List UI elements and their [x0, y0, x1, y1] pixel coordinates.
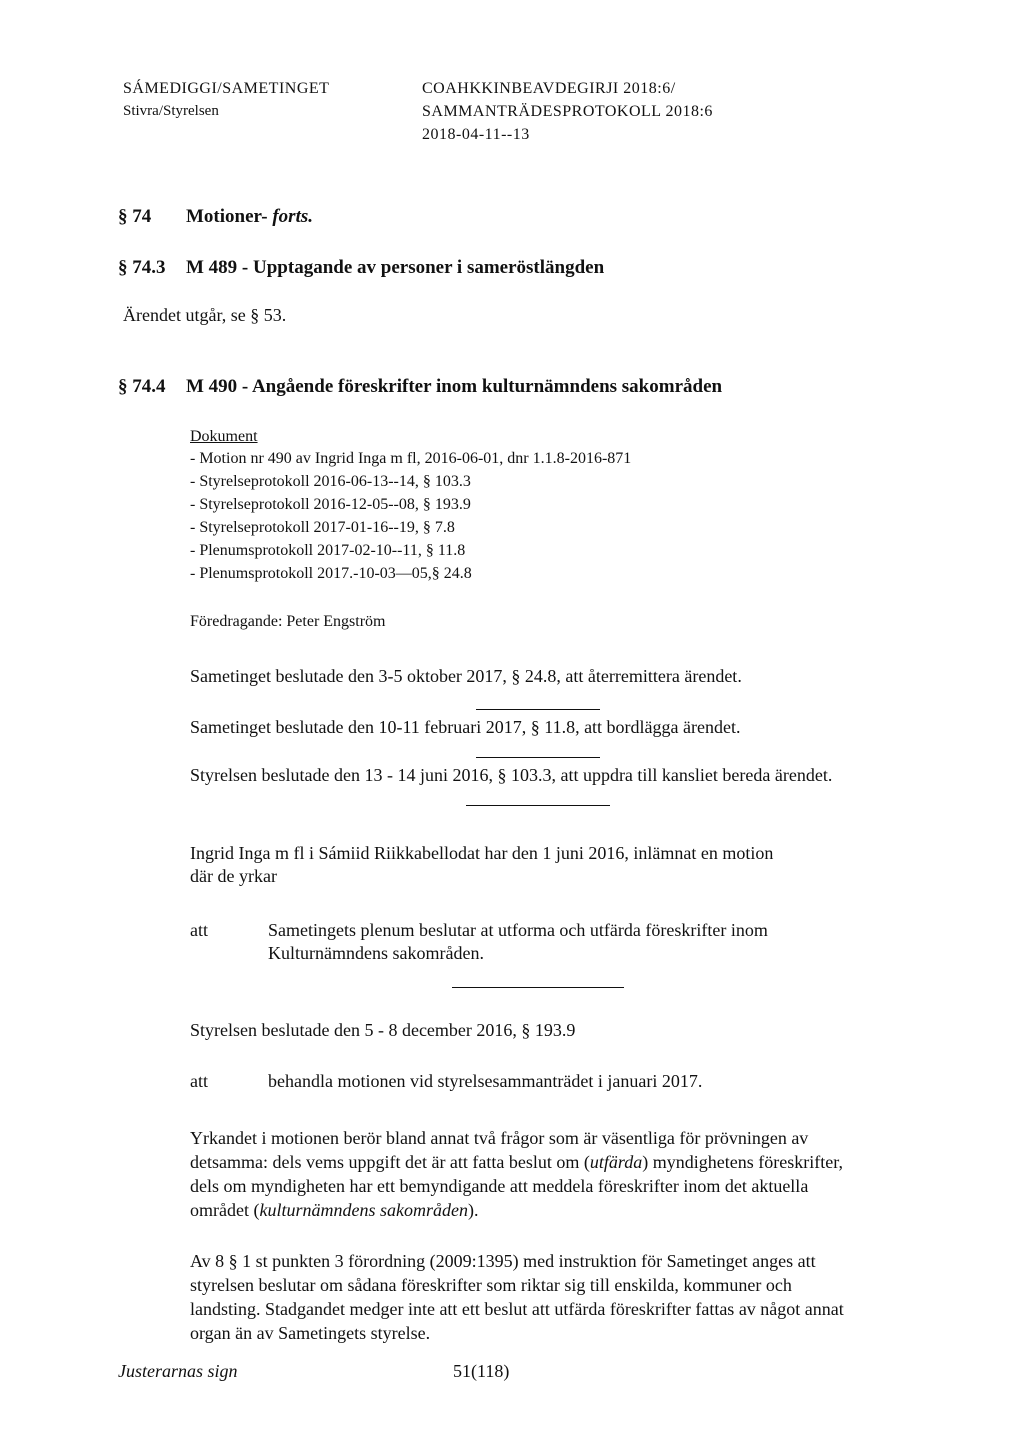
section-74-number: § 74: [118, 206, 152, 227]
paragraph-text: ).: [467, 1200, 479, 1220]
document-item: - Styrelseprotokoll 2016-06-13--14, § 103.3: [190, 473, 471, 490]
section-74-title: [186, 206, 313, 228]
demand-text-line: Kulturnämndens sakområden.: [268, 943, 484, 963]
paragraph-line: [190, 1152, 843, 1173]
att-label: att: [190, 920, 208, 940]
motion-text-line: där de yrkar: [190, 866, 277, 886]
section-74-title-forts: forts.: [272, 206, 314, 227]
divider: [452, 987, 624, 988]
paragraph-line: [190, 1200, 478, 1221]
paragraph-text: området (: [190, 1200, 260, 1220]
board-decision-dec-2016: Styrelsen beslutade den 5 - 8 december 2016, § 193.9: [190, 1020, 576, 1040]
demand-text-line: Sametingets plenum beslutar at utforma och utfärda föreskrifter inom: [268, 920, 768, 940]
section-74-3-title: M 489 - Upptagande av personer i sameröstlängden: [186, 257, 605, 278]
document-item: - Styrelseprotokoll 2017-01-16--19, § 7.8: [190, 519, 455, 536]
document-item: - Plenumsprotokoll 2017.-10-03—05,§ 24.8: [190, 565, 472, 582]
documents-heading: Dokument: [190, 428, 258, 445]
paragraph-text: detsamma: dels vems uppgift det är att fatta beslut om (: [190, 1152, 590, 1172]
motion-text-line: Ingrid Inga m fl i Sámiid Riikkabellodat har den 1 juni 2016, inlämnat en motion: [190, 843, 774, 863]
divider: [466, 805, 610, 806]
document-item: - Styrelseprotokoll 2016-12-05--08, § 193.9: [190, 496, 471, 513]
header-doc-swe: SAMMANTRÄDESPROTOKOLL 2018:6: [422, 103, 713, 120]
att-label: att: [190, 1071, 208, 1091]
section-74-4-title: M 490 - Angående föreskrifter inom kulturnämndens sakområden: [186, 376, 723, 397]
paragraph-italic: utfärda: [589, 1152, 643, 1172]
paragraph-line: organ än av Sametingets styrelse.: [190, 1323, 431, 1343]
section-74-3-note: Ärendet utgår, se § 53.: [123, 305, 287, 325]
section-74-3-number: § 74.3: [118, 257, 166, 278]
document-item: - Plenumsprotokoll 2017-02-10--11, § 11.8: [190, 542, 466, 559]
paragraph-line: Yrkandet i motionen berör bland annat två frågor som är väsentliga för prövningen av: [190, 1128, 809, 1148]
header-date: 2018-04-11--13: [422, 126, 530, 143]
paragraph-italic: kulturnämndens sakområden: [259, 1200, 468, 1220]
paragraph-line: styrelsen beslutar om sådana föreskrifter som riktar sig till enskilda, kommuner och: [190, 1275, 792, 1295]
decision-plenum-feb-2017: Sametinget beslutade den 10-11 februari 2017, § 11.8, att bordlägga ärendet.: [190, 717, 741, 737]
decision-board-jun-2016: Styrelsen beslutade den 13 - 14 juni 2016, § 103.3, att uppdra till kansliet bereda ärendet.: [190, 765, 833, 785]
header-doc-sami: COAHKKINBEAVDEGIRJI 2018:6/: [422, 80, 676, 97]
header-unit: Stivra/Styrelsen: [123, 103, 219, 119]
decision-plenum-oct-2017: Sametinget beslutade den 3-5 oktober 2017, § 24.8, att återremittera ärendet.: [190, 666, 742, 686]
paragraph-line: dels om myndigheten har ett bemyndigande att meddela föreskrifter inom det aktuella: [190, 1176, 809, 1196]
section-74-title-main: Motioner-: [186, 206, 268, 227]
presenter: Föredragande: Peter Engström: [190, 613, 386, 630]
footer-signature-label: Justerarnas sign: [118, 1361, 238, 1381]
document-item: - Motion nr 490 av Ingrid Inga m fl, 2016-06-01, dnr 1.1.8-2016-871: [190, 450, 632, 467]
paragraph-line: landsting. Stadgandet medger inte att ett beslut att utfärda föreskrifter fattas av något annat: [190, 1299, 844, 1319]
footer-page-number: 51(118): [453, 1361, 510, 1381]
divider: [476, 757, 600, 758]
section-74-4-number: § 74.4: [118, 376, 166, 397]
paragraph-text: ) myndighetens föreskrifter,: [642, 1152, 843, 1172]
divider: [476, 709, 600, 710]
paragraph-line: Av 8 § 1 st punkten 3 förordning (2009:1395) med instruktion för Sametinget anges att: [190, 1251, 816, 1271]
header-org: SÁMEDIGGI/SAMETINGET: [123, 80, 330, 97]
board-action: behandla motionen vid styrelsesammanträdet i januari 2017.: [268, 1071, 703, 1091]
